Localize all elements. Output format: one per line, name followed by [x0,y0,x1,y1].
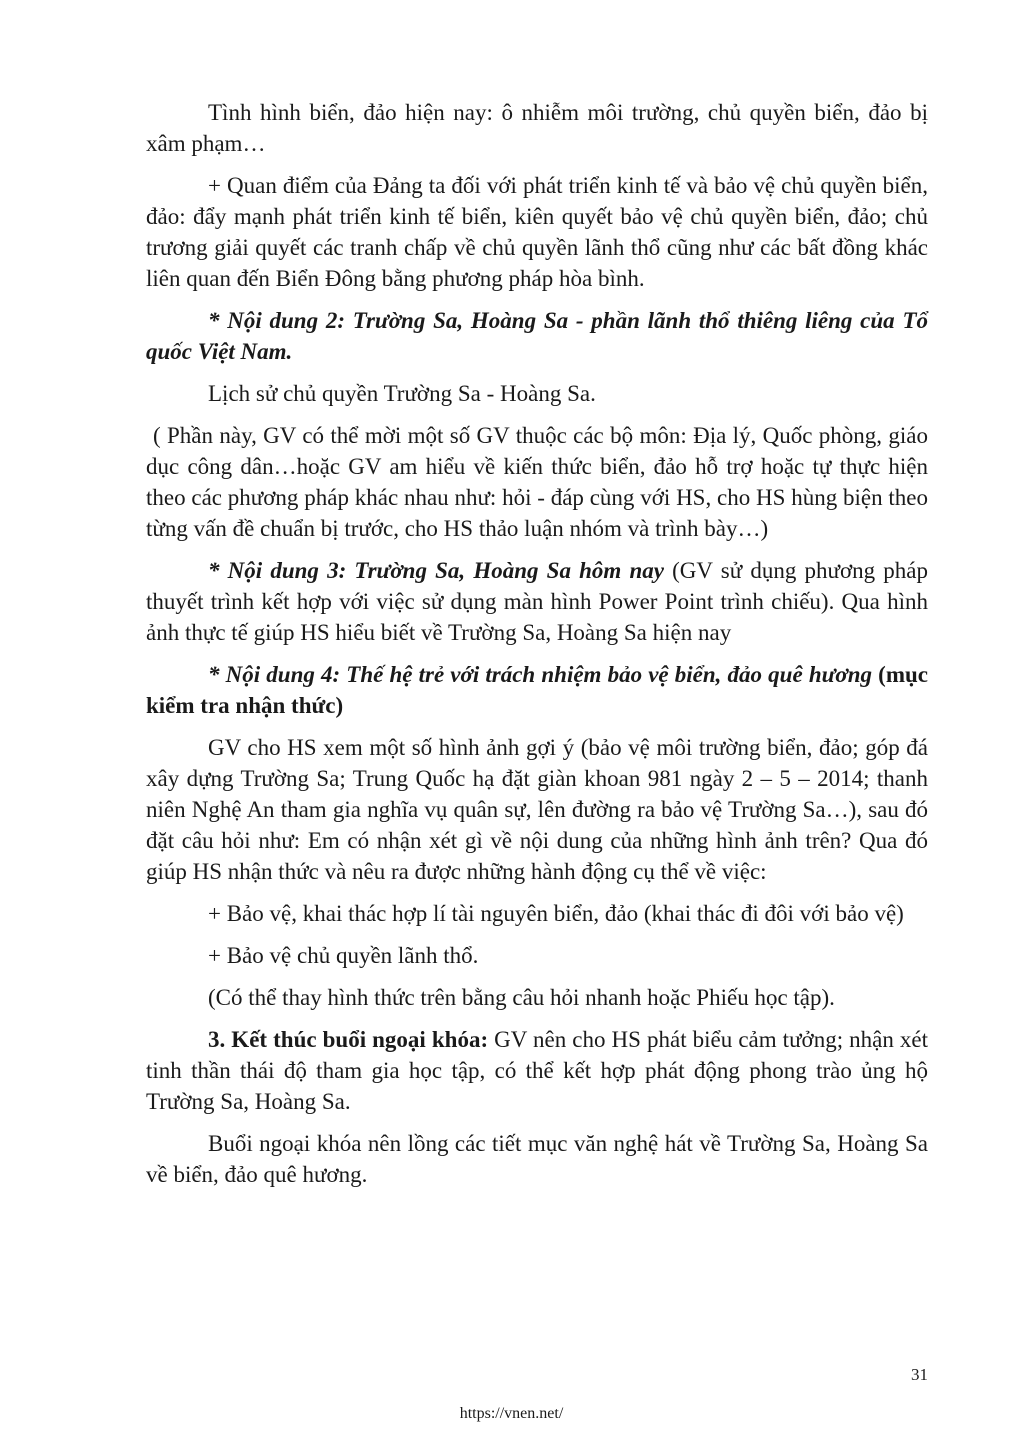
paragraph-content-3 [146,555,928,648]
paragraph-sea-island-situation: Tình hình biển, đảo hiện nay: ô nhiễm môi trường, chủ quyền biển, đảo bị xâm phạm… [146,100,928,156]
paragraph-images-discussion: GV cho HS xem một số hình ảnh gợi ý (bảo vệ môi trường biển, đảo; góp đá xây dựng Trường Sa; Trung Quốc hạ đặt giàn khoan 981 ngày 2 – 5 – 2014; thanh niên Nghệ An tham gia nghĩa vụ quân sự, lên đường ra bảo vệ Trường Sa…), sau đó đặt câu hỏi như: Em có nhận xét gì về nội dung của những hình ảnh trên? Qua đó giúp HS nhận thức và nêu ra được những hành động cụ thể về việc: [146,735,928,884]
paragraph-protect-resources: + Bảo vệ, khai thác hợp lí tài nguyên biển, đảo (khai thác đi đôi với bảo vệ) [208,901,904,926]
paragraph-sovereignty-history: Lịch sử chủ quyền Trường Sa - Hoàng Sa. [208,381,596,406]
heading-content-3: * Nội dung 3: Trường Sa, Hoàng Sa hôm nay [208,558,664,583]
paragraph-protect-sovereignty: + Bảo vệ chủ quyền lãnh thổ. [208,943,479,968]
paragraph-performances: Buổi ngoại khóa nên lồng các tiết mục văn nghệ hát về Trường Sa, Hoàng Sa về biển, đảo quê hương. [146,1131,928,1187]
paragraph-teacher-note: ( Phần này, GV có thể mời một số GV thuộc các bộ môn: Địa lý, Quốc phòng, giáo dục công dân…hoặc GV am hiểu về kiến thức biển, đảo hỗ trợ hoặc tự thực hiện theo các phương pháp khác nhau như: hỏi - đáp cùng với HS, cho HS hùng biện theo từng vấn đề chuẩn bị trước, cho HS thảo luận nhóm và trình bày…) [146,423,928,541]
document-page [146,97,928,1201]
closing-text: GV nên cho HS phát biểu cảm tưởng; nhận xét tinh thần thái độ tham gia học tập, có thể kết hợp phát động phong trào ủng hộ Trường Sa, Hoàng Sa. [146,1027,928,1114]
content-4-note: (mục kiểm tra nhận thức) [146,662,928,718]
page-number: 31 [911,1365,928,1384]
heading-content-4: * Nội dung 4: Thế hệ trẻ với trách nhiệm bảo vệ biển, đảo quê hương [208,662,873,687]
heading-content-2: * Nội dung 2: Trường Sa, Hoàng Sa - phần lãnh thổ thiêng liêng của Tổ quốc Việt Nam. [146,308,928,364]
content-3-text: (GV sử dụng phương pháp thuyết trình kết hợp với việc sử dụng màn hình Power Point trình chiếu). Qua hình ảnh thực tế giúp HS hiểu biết về Trường Sa, Hoàng Sa hiện nay [146,558,929,645]
footer-url: https://vnen.net/ [459,1405,564,1422]
paragraph-alternative-form: (Có thể thay hình thức trên bằng câu hỏi nhanh hoặc Phiếu học tập). [208,985,835,1010]
heading-closing: 3. Kết thúc buổi ngoại khóa: [208,1027,489,1052]
paragraph-closing-session [146,1024,928,1117]
paragraph-party-viewpoint: + Quan điểm của Đảng ta đối với phát triển kinh tế và bảo vệ chủ quyền biển, đảo: đẩy mạnh phát triển kinh tế biển, kiên quyết bảo vệ chủ quyền biển, đảo; chủ trương giải quyết các tranh chấp về chủ quyền lãnh thổ cũng như các bất đồng khác liên quan đến Biển Đông bằng phương pháp hòa bình. [146,173,928,291]
paragraph-content-4 [146,659,928,721]
